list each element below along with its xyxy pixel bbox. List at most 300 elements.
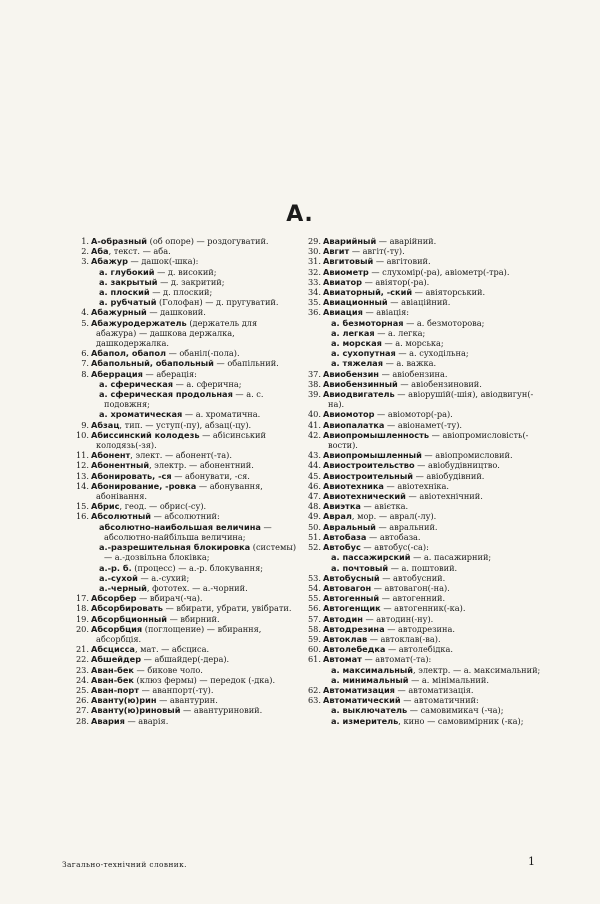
dictionary-entry [74, 644, 300, 654]
entry-number: 18. [75, 603, 89, 614]
dictionary-entry [74, 236, 300, 246]
entry-translation: — а. легка; [374, 327, 426, 338]
entry-term: Аван-порт [91, 684, 139, 695]
entry-term: Авиометр [323, 266, 369, 277]
entry-term: Абапольный, обапольный [91, 358, 214, 369]
entry-number: 13. [75, 470, 89, 481]
dictionary-entry [74, 624, 300, 644]
entry-translation: (системы) — а.-дозвільна блоківка; [104, 542, 297, 563]
entry-translation: — авіаційний. [387, 297, 451, 308]
dictionary-entry [306, 624, 546, 634]
entry-term: А-образный [91, 236, 148, 246]
dictionary-entry [306, 532, 546, 542]
entry-term: Авральный [323, 521, 376, 532]
dictionary-entry [74, 695, 300, 705]
entry-translation: — автомат(-та): [361, 654, 432, 665]
entry-translation: — а. сферична; [172, 378, 242, 389]
entry-translation: — а. морська; [381, 338, 444, 349]
entry-term: а. пассажирский [331, 552, 411, 563]
entry-number: 34. [307, 287, 321, 298]
entry-translation: — аварія. [124, 715, 169, 726]
entry-term: Абсорбционный [91, 613, 167, 624]
entry-number: 25. [75, 684, 89, 695]
entry-number: 60. [307, 644, 321, 655]
entry-translation: — авіобензиновий. [397, 378, 482, 389]
dictionary-subentry [306, 552, 546, 562]
entry-number: 4. [81, 307, 89, 318]
entry-term: Абонировать, -ся [91, 470, 172, 481]
entry-term: Абонентный [91, 460, 150, 471]
entry-translation: — авіопромисловість(-вости). [328, 429, 529, 451]
dictionary-entry [306, 307, 546, 317]
entry-translation: , тип. — уступ(-пу), абзац(-цу). [119, 419, 252, 430]
dictionary-entry [306, 491, 546, 501]
entry-translation: — авіотехнічний. [405, 491, 483, 502]
entry-term: Абажурный [91, 307, 147, 318]
entry-translation: — аванпорт(-ту). [139, 684, 214, 695]
dictionary-entry [306, 256, 546, 266]
entry-term: а. сухопутная [331, 348, 396, 359]
entry-number: 56. [307, 603, 321, 614]
entry-translation: — а. мінімальний. [408, 674, 489, 685]
entry-translation: — а. важка. [382, 358, 437, 369]
entry-term: Авиопромышленность [323, 429, 430, 440]
entry-translation: — д. високий; [154, 266, 217, 277]
entry-term: Аван-бек [91, 674, 134, 685]
dictionary-entry [306, 287, 546, 297]
entry-term: а. почтовый [331, 562, 389, 573]
dictionary-entry [306, 379, 546, 389]
entry-translation: — слухомір(-ра), авіометр(-тра). [368, 266, 510, 277]
dictionary-entry [306, 471, 546, 481]
entry-number: 57. [307, 613, 321, 624]
dictionary-subentry [74, 542, 300, 562]
dictionary-subentry [74, 522, 300, 542]
entry-translation: — бикове чоло. [133, 664, 203, 675]
dictionary-entry [74, 593, 300, 603]
entry-translation: — а. пасажирний; [410, 552, 492, 563]
dictionary-entry [306, 277, 546, 287]
dictionary-subentry [74, 573, 300, 583]
entry-term: Авиопромышленный [323, 450, 422, 461]
dictionary-subentry [306, 675, 546, 685]
dictionary-entry [74, 603, 300, 613]
entry-translation: — авантурин. [156, 695, 218, 706]
entry-term: Автоматический [323, 695, 401, 706]
entry-term: Авиобензинный [323, 378, 398, 389]
entry-term: а. хроматическая [99, 409, 183, 420]
dictionary-entry [74, 430, 300, 450]
entry-number: 53. [307, 572, 321, 583]
entry-translation: — авіонамет(-ту). [384, 419, 463, 430]
dictionary-entry [74, 348, 300, 358]
entry-term: Аван-бек [91, 664, 134, 675]
entry-translation: — автогенний. [379, 593, 446, 604]
entry-translation: — авіобензина. [378, 368, 448, 379]
dictionary-entry [74, 511, 300, 521]
entry-translation: — авгіт(-ту). [349, 246, 405, 257]
entry-translation: , геод. — обрис(-су). [119, 501, 207, 512]
dictionary-entry [306, 267, 546, 277]
entry-term: Авиобензин [323, 368, 379, 379]
dictionary-entry [306, 450, 546, 460]
entry-term: Авиодвигатель [323, 389, 395, 400]
entry-term: а. рубчатый [99, 297, 157, 308]
entry-number: 15. [75, 501, 89, 512]
dictionary-entry [74, 716, 300, 726]
dictionary-entry [74, 654, 300, 664]
entry-term: Авиотехнический [323, 491, 406, 502]
right-column [306, 236, 546, 726]
entry-translation: , элект. — абонент(-та). [130, 450, 232, 461]
entry-term: Автолебедка [323, 644, 386, 655]
entry-translation: — автобус(-са): [360, 542, 429, 553]
dictionary-entry [74, 675, 300, 685]
entry-term: а. глубокий [99, 266, 155, 277]
entry-number: 9. [81, 419, 89, 430]
dictionary-entry [306, 583, 546, 593]
entry-translation: — авіятор(-ра). [362, 276, 430, 287]
entry-number: 55. [307, 593, 321, 604]
entry-term: а. плоский [99, 287, 150, 298]
dictionary-entry [74, 460, 300, 470]
dictionary-entry [306, 297, 546, 307]
left-column [74, 236, 300, 726]
entry-translation: — авіяторський. [412, 287, 486, 298]
entry-translation: — авіотехніка. [383, 480, 450, 491]
entry-translation: — аберація: [142, 368, 197, 379]
entry-number: 44. [307, 460, 321, 471]
entry-translation: — авральний. [375, 521, 438, 532]
entry-term: Авиостроительный [323, 470, 413, 481]
entry-term: а. легкая [331, 327, 375, 338]
entry-translation: — абшайдер(-дера). [141, 654, 230, 665]
entry-term: Абрис [91, 501, 120, 512]
dictionary-entry [306, 522, 546, 532]
entry-number: 3. [81, 256, 89, 267]
entry-translation: , мат. — абсциса. [134, 644, 210, 655]
entry-translation: — автоматичний: [400, 695, 479, 706]
entry-number: 6. [81, 348, 89, 359]
entry-number: 27. [75, 705, 89, 716]
dictionary-entry [306, 603, 546, 613]
entry-number: 49. [307, 511, 321, 522]
entry-number: 35. [307, 297, 321, 308]
entry-translation: (держатель для абажура) — дашкова держалка, дашкодержалка. [96, 317, 258, 349]
entry-translation: — дашок(-шка): [127, 256, 199, 267]
entry-translation: — д. плоский; [149, 287, 213, 298]
dictionary-entry [306, 644, 546, 654]
entry-translation: — обаніл(-пола). [165, 348, 240, 359]
entry-number: 22. [75, 654, 89, 665]
entry-term: Автодрезина [323, 623, 385, 634]
entry-term: Абиссинский колодезь [91, 429, 200, 440]
dictionary-entry [306, 542, 546, 552]
dictionary-entry [74, 358, 300, 368]
dictionary-entry [306, 430, 546, 450]
entry-translation: — авіорушій(-шія), авіодвигун(-на). [328, 389, 534, 410]
book-title-footer: Загально-технічний словник. [62, 860, 187, 869]
entry-number: 20. [75, 623, 89, 634]
entry-number: 36. [307, 307, 321, 318]
entry-translation: (Голофан) — д. пругуватий. [156, 297, 279, 308]
entry-translation: — а. поштовий. [388, 562, 458, 573]
dictionary-subentry [306, 665, 546, 675]
entry-translation: — авіобудівний. [412, 470, 485, 481]
entry-number: 58. [307, 623, 321, 634]
entry-number: 8. [81, 368, 89, 379]
entry-translation: — вбирний. [167, 613, 220, 624]
dictionary-entry [74, 665, 300, 675]
dictionary-subentry [306, 705, 546, 715]
entry-term: Абонент [91, 450, 131, 461]
entry-translation: — авієтка. [360, 501, 409, 512]
entry-term: Авиаторный, -ский [323, 287, 413, 298]
entry-number: 48. [307, 501, 321, 512]
entry-term: Авиационный [323, 297, 388, 308]
entry-translation: — авіопромисловий. [421, 450, 513, 461]
dictionary-entry [74, 501, 300, 511]
dictionary-entry [306, 685, 546, 695]
dictionary-entry [306, 593, 546, 603]
entry-term: Авгитовый [323, 256, 374, 267]
dictionary-entry [306, 246, 546, 256]
entry-number: 11. [75, 450, 89, 461]
entry-number: 50. [307, 521, 321, 532]
entry-translation: — а.-сухий; [137, 572, 190, 583]
entry-term: Аба [91, 246, 109, 257]
entry-translation: — авіобудівництво. [414, 460, 500, 471]
entry-term: Авиостроительство [323, 460, 415, 471]
dictionary-subentry [306, 358, 546, 368]
entry-term: Абапол, обапол [91, 348, 166, 359]
entry-translation: (процесс) — а.-р. блокування; [131, 562, 263, 573]
page-mark: 1 [528, 855, 535, 868]
entry-term: а. измеритель [331, 715, 399, 726]
entry-translation: , электр. — абонентний. [149, 460, 254, 471]
dictionary-entry [306, 501, 546, 511]
entry-translation: — авгітовий. [373, 256, 431, 267]
dictionary-subentry [306, 348, 546, 358]
dictionary-entry [306, 481, 546, 491]
entry-term: Абсорбер [91, 593, 137, 604]
entry-term: Абсорбировать [91, 603, 163, 614]
entry-number: 23. [75, 664, 89, 675]
entry-translation: — автобаза. [366, 531, 421, 542]
dictionary-subentry [74, 277, 300, 287]
entry-term: абсолютно-наибольшая величина [99, 521, 261, 532]
dictionary-subentry [74, 287, 300, 297]
dictionary-entry [306, 460, 546, 470]
entry-term: а.-сухой [99, 572, 138, 583]
entry-term: а. сферическая [99, 378, 173, 389]
dictionary-entry [306, 236, 546, 246]
entry-term: Абсолютный [91, 511, 152, 522]
entry-term: Аварийный [323, 236, 377, 246]
entry-term: Абшейдер [91, 654, 142, 665]
dictionary-entry [306, 695, 546, 705]
entry-translation: — абонувати, -ся. [171, 470, 250, 481]
entry-number: 30. [307, 246, 321, 257]
entry-term: Абсорбция [91, 623, 143, 634]
entry-translation: — абісинський колодязь(-зя). [96, 429, 266, 451]
dictionary-entry [306, 389, 546, 409]
entry-number: 21. [75, 644, 89, 655]
entry-term: а. минимальный [331, 674, 409, 685]
entry-term: Автовагон [323, 582, 372, 593]
dictionary-entry [306, 369, 546, 379]
entry-translation: — дашковий. [146, 307, 206, 318]
entry-number: 24. [75, 674, 89, 685]
entry-number: 10. [75, 429, 89, 440]
entry-term: Автобус [323, 542, 361, 553]
dictionary-entry [306, 634, 546, 644]
entry-number: 16. [75, 511, 89, 522]
entry-term: Абсцисса [91, 644, 135, 655]
dictionary-entry [74, 307, 300, 317]
entry-term: а.-черный [99, 582, 147, 593]
entry-term: а. тяжелая [331, 358, 383, 369]
entry-number: 14. [75, 480, 89, 491]
entry-term: а. сферическая продольная [99, 389, 233, 400]
entry-number: 29. [307, 236, 321, 246]
entry-translation: — автодрезина. [384, 623, 455, 634]
dictionary-entry [306, 409, 546, 419]
dictionary-entry [306, 511, 546, 521]
dictionary-entry [306, 573, 546, 583]
dictionary-subentry [74, 583, 300, 593]
entry-number: 52. [307, 542, 321, 553]
entry-translation: , текст. — аба. [108, 246, 171, 257]
entry-number: 39. [307, 389, 321, 400]
entry-number: 41. [307, 419, 321, 430]
entry-number: 45. [307, 470, 321, 481]
entry-translation: (об опоре) — роздогуватий. [147, 236, 269, 246]
entry-number: 63. [307, 695, 321, 706]
entry-term: Аванту(ю)рин [91, 695, 157, 706]
entry-number: 5. [81, 317, 89, 328]
dictionary-subentry [74, 379, 300, 389]
entry-number: 12. [75, 460, 89, 471]
entry-translation: — самовимикач (-ча); [407, 705, 504, 716]
dictionary-subentry [74, 389, 300, 409]
dictionary-entry [74, 369, 300, 379]
entry-term: Автогенщик [323, 603, 381, 614]
entry-translation: — автоклав(-ва). [367, 633, 441, 644]
entry-term: Аванту(ю)риновый [91, 705, 181, 716]
entry-term: Авиация [323, 307, 363, 318]
dictionary-subentry [306, 328, 546, 338]
entry-term: а. безмоторная [331, 317, 404, 328]
dictionary-subentry [74, 267, 300, 277]
entry-translation: — автодин(-ну). [362, 613, 434, 624]
dictionary-entry [74, 705, 300, 715]
entry-term: Автогенный [323, 593, 380, 604]
entry-term: Авиэтка [323, 501, 361, 512]
entry-number: 37. [307, 368, 321, 379]
dictionary-subentry [306, 716, 546, 726]
entry-term: а. морская [331, 338, 382, 349]
section-letter-heading: А. [286, 202, 314, 227]
entry-translation: — автогенник(-ка). [380, 603, 466, 614]
entry-translation: , фототех. — а.-чорний. [146, 582, 248, 593]
entry-term: Авгит [323, 246, 350, 257]
entry-term: Авиотехника [323, 480, 384, 491]
entry-term: Аберрация [91, 368, 143, 379]
dictionary-entry [74, 481, 300, 501]
entry-term: Аврал [323, 511, 352, 522]
entry-term: а.-разрешительная блокировка [99, 542, 251, 553]
dictionary-entry [74, 614, 300, 624]
entry-term: Автобаза [323, 531, 367, 542]
dictionary-subentry [306, 563, 546, 573]
entry-term: Авиомотор [323, 409, 375, 420]
dictionary-entry [74, 246, 300, 256]
entry-number: 51. [307, 531, 321, 542]
entry-term: Абонирование, -ровка [91, 480, 197, 491]
entry-term: Автомат [323, 654, 362, 665]
entry-term: Автодин [323, 613, 363, 624]
entry-translation: — вбирати, убрати, увібрати. [162, 603, 292, 614]
entry-number: 59. [307, 633, 321, 644]
entry-translation: — автолебідка. [385, 644, 453, 655]
entry-translation: — а. с. подовжня; [104, 389, 264, 410]
entry-term: Абажуродержатель [91, 317, 187, 328]
entry-term: Абажур [91, 256, 128, 267]
entry-translation: , электр. — а. максимальний; [413, 664, 541, 675]
entry-translation: — авіація: [362, 307, 410, 318]
entry-term: Авиопалатка [323, 419, 385, 430]
dictionary-subentry [74, 409, 300, 419]
dictionary-entry [306, 654, 546, 664]
entry-number: 42. [307, 429, 321, 440]
entry-number: 7. [81, 358, 89, 369]
entry-number: 43. [307, 450, 321, 461]
dictionary-subentry [74, 297, 300, 307]
entry-term: Авиатор [323, 276, 363, 287]
entry-translation: — абсолютний: [151, 511, 220, 522]
entry-number: 31. [307, 256, 321, 267]
entry-term: а. максимальный [331, 664, 414, 675]
entry-translation: — вбирач(-ча). [136, 593, 203, 604]
entry-number: 28. [75, 715, 89, 726]
entry-translation: , кино — самовимірник (-ка); [398, 715, 524, 726]
entry-term: а. закрытый [99, 276, 158, 287]
dictionary-entry [74, 685, 300, 695]
dictionary-entry [74, 471, 300, 481]
entry-number: 19. [75, 613, 89, 624]
entry-term: а. выключатель [331, 705, 408, 716]
entry-translation: — аварійний. [376, 236, 437, 246]
dictionary-entry [306, 420, 546, 430]
dictionary-entry [74, 450, 300, 460]
dictionary-entry [74, 318, 300, 349]
entry-translation: — абсолютно-найбільша величина; [104, 521, 272, 542]
entry-number: 47. [307, 491, 321, 502]
entry-translation: — авантуриновий. [180, 705, 263, 716]
entry-number: 46. [307, 480, 321, 491]
entry-translation: — а. безмоторова; [403, 317, 485, 328]
entry-term: Автоклав [323, 633, 368, 644]
dictionary-subentry [306, 318, 546, 328]
entry-translation: — авіомотор(-ра). [374, 409, 453, 420]
entry-number: 61. [307, 654, 321, 665]
entry-translation: — автобусний. [379, 572, 446, 583]
entry-term: Автобусный [323, 572, 380, 583]
entry-number: 17. [75, 593, 89, 604]
entry-translation: — автовагон(-на). [371, 582, 450, 593]
entry-number: 1. [81, 236, 89, 246]
